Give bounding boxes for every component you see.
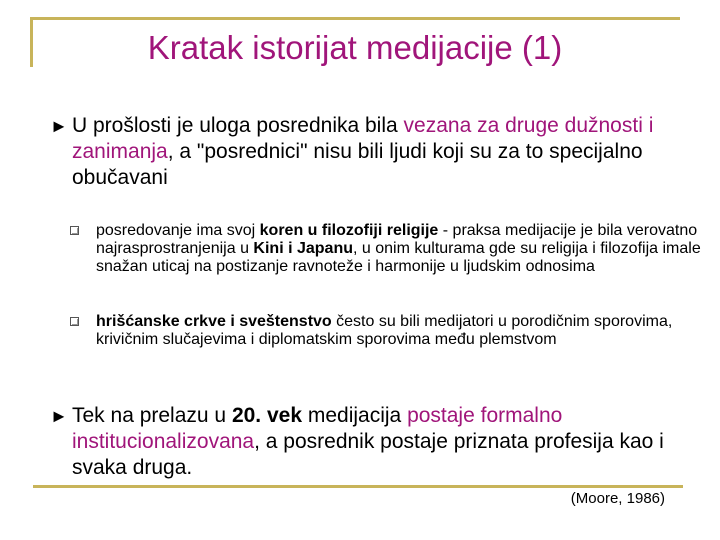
top-rule (30, 17, 680, 20)
highlight-text: vezana za druge dužnosti i zanimanja (72, 114, 654, 163)
paragraph-2-text: Tek na prelazu u 20. vek medijacija postaje formalno institucionalizovana, a posrednik postaje priznata profesija kao i svaka druga. (72, 404, 664, 479)
citation: (Moore, 1986) (570, 490, 665, 507)
paragraph-1-text: U prošlosti je uloga posrednika bila vezana za druge dužnosti i zanimanja, a "posrednici" nisu bili ljudi koji su za to specijalno obučavani (72, 114, 654, 189)
checkbox-bullet-icon (70, 226, 79, 235)
arrow-bullet-icon: ► (50, 406, 68, 426)
arrow-bullet-icon: ► (50, 116, 68, 136)
sub-bullet-1-text: posredovanje ima svoj koren u filozofiji religije - praksa medijacije je bila verovatno najrasprostranjenija u Kini i Japanu, u onim kulturama gde su religija i filozofija imale snažan uticaj na postizanje ravnoteže i harmonije u ljudskim odnosima (96, 222, 701, 275)
sub-bullet-1 (70, 222, 705, 276)
paragraph-1 (50, 113, 690, 191)
bottom-rule (33, 485, 683, 488)
highlight-text: postaje formalno institucionalizovana (72, 404, 563, 453)
sub-bullet-2 (70, 313, 705, 349)
slide-title: Kratak istorijat medijacije (1) (147, 29, 563, 66)
sub-bullet-2-text: hrišćanske crkve i sveštenstvo često su bili medijatori u porodičnim sporovima, krivičnim slučajevima i diplomatskim sporovima među plemstvom (96, 313, 673, 348)
paragraph-2 (50, 403, 690, 481)
checkbox-bullet-icon (70, 317, 79, 326)
